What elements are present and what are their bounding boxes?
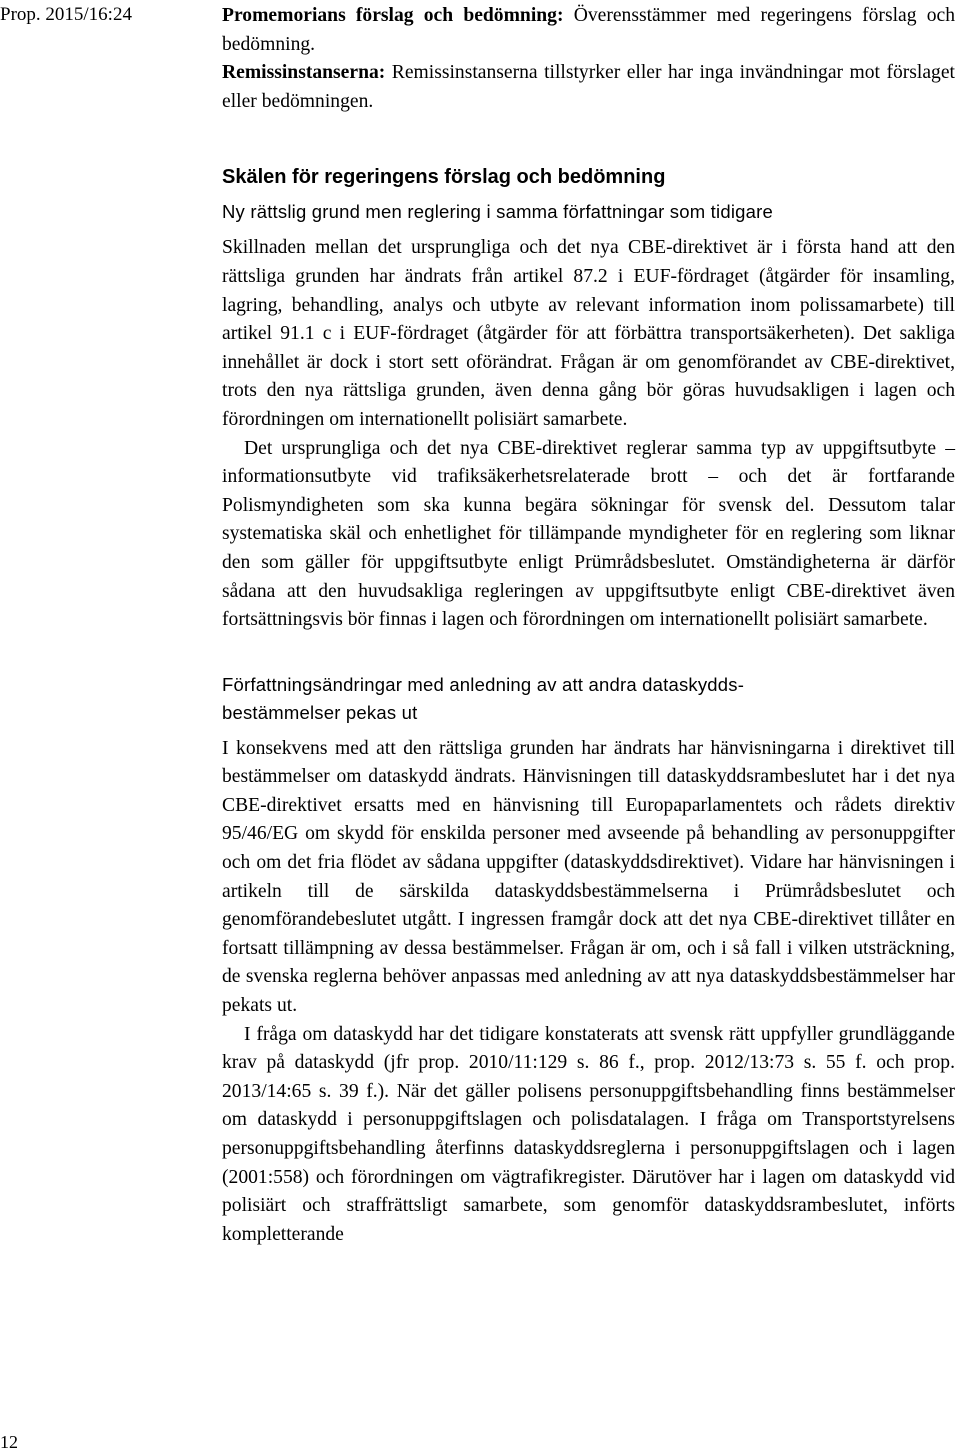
section-heading: Skälen för regeringens förslag och bedömning	[222, 166, 666, 189]
promemoria-paragraph	[222, 2, 955, 59]
body-paragraph-2: Det ursprungliga och det nya CBE-direktivet reglerar samma typ av uppgiftsutbyte – informationsutbyte vid trafiksäkerhetsrelaterade brott – och det är fortfarande Polismyndigheten som ska kunna begära sökningar för svensk del. Dessutom talar systematiska skäl och enhetlighet för tillämpande myndigheter för en reglering som liknar den som gäller för uppgiftsutbyte enligt Prümrådsbeslutet. Omständigheterna är därför sådana att den huvudsakliga regleringen av uppgiftsutbyte enligt CBE-direktivet även fortsättningsvis bör finnas i lagen och förordningen om internationellt polisiärt samarbete.	[222, 437, 955, 631]
subheading-legal-basis: Ny rättslig grund men reglering i samma författningar som tidigare	[222, 201, 773, 223]
proposition-label: Prop. 2015/16:24	[0, 4, 132, 25]
document-body	[222, 2, 955, 1249]
body-paragraph-1: Skillnaden mellan det ursprungliga och det nya CBE-direktivet är i första hand att den rättsliga grunden har ändrats från artikel 87.2 i EUF-fördraget (åtgärder för insamling, lagring, behandling, analys och utbyte av relevant information inom polissamarbete) till artikel 91.1 c i EUF-fördraget (åtgärder för att förbättra transportsäkerheten). Det sakliga innehållet är dock i stort sett oförändrat. Frågan är om genomförandet av CBE-direktivet, trots den nya rättsliga grunden, även denna gång bör göras huvudsakligen i lagen och förordningen om internationellt polisiärt samarbete.	[222, 237, 955, 430]
promemoria-label: Promemorians förslag och bedömning:	[222, 5, 564, 26]
body-paragraph-4: I fråga om dataskydd har det tidigare konstaterats att svensk rätt uppfyller grundläggande krav på dataskydd (jfr prop. 2010/11:129 s. 86 f., prop. 2012/13:73 s. 55 f. och prop. 2013/14:65 s. 39 f.). När det gäller polisens personuppgiftsbehandling finns bestämmelser om dataskydd i personuppgiftslagen och polisdatalagen. I fråga om Transportstyrelsens personuppgiftsbehandling återfinns dataskyddsreglerna i personuppgiftslagen och i lagen (2001:558) och förordningen om vägtrafikregister. Därutöver har i lagen om dataskydd vid polisiärt och straffrättsligt samarbete, som genomför dataskyddsrambeslutet, införts kompletterande	[222, 1023, 955, 1245]
remiss-text: Remissinstanserna tillstyrker eller har inga invändningar mot förslaget eller bedömningen.	[222, 62, 955, 112]
remiss-paragraph	[222, 59, 955, 116]
promemoria-text: Överensstämmer med regeringens förslag och bedömning.	[222, 5, 955, 55]
remiss-label: Remissinstanserna:	[222, 62, 386, 84]
page-number: 12	[0, 1432, 18, 1452]
subheading-data-protection: Författningsändringar med anledning av att andra dataskydds-bestämmelser pekas ut	[222, 673, 745, 723]
body-paragraph-3: I konsekvens med att den rättsliga grunden har ändrats har hänvisningarna i direktivet till bestämmelser om dataskydd ändrats. Hänvisningen till dataskyddsrambeslutet har i det nya CBE-direktivet ersatts med en hänvisning till Europaparlamentets och rådets direktiv 95/46/EG om skydd för enskilda personer med avseende på behandling av personuppgifter och om det fria flödet av sådana uppgifter (dataskyddsdirektivet). Vidare har hänvisningen i artikeln till de särskilda dataskyddsbestämmelserna i Prümrådsbeslutet och genomförandebeslutet utgått. I ingressen framgår dock att det nya CBE-direktivet tillåter en fortsatt tillämpning av dessa bestämmelser. Frågan är om, och i så fall i vilken utsträckning, de svenska reglerna behöver anpassas med anledning av att nya dataskyddsbestämmelser har pekats ut.	[222, 737, 955, 1017]
